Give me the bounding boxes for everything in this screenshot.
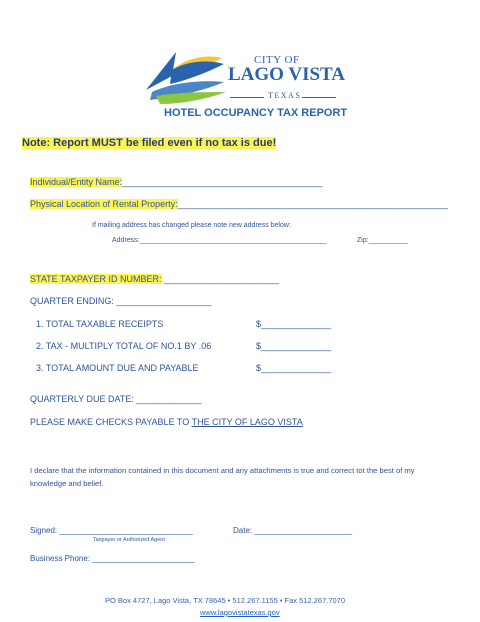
footer-address: PO Box 4727, Lago Vista, TX 78645 • 512.267.1155 • Fax 512.267.7070 <box>105 596 346 605</box>
quarter-ending-field[interactable]: QUARTER ENDING: ___________________ <box>30 296 212 306</box>
signed-field[interactable]: Signed: ______________________________ <box>30 526 193 535</box>
logo-line-3: TEXAS <box>268 91 302 100</box>
taxpayer-id-blank: _______________________ <box>161 274 280 284</box>
footer-website-link[interactable]: www.lagovistatexas.gov <box>200 608 280 617</box>
declaration-line-1: I declare that the information contained in this document and any attachments is true and correct tot the best of my <box>30 466 415 475</box>
item-1-label: 1. TOTAL TAXABLE RECEIPTS <box>36 319 164 329</box>
physical-location-blank: ______________________________________________________ <box>177 199 448 209</box>
page-title: HOTEL OCCUPANCY TAX REPORT <box>164 107 348 119</box>
quarterly-due-date[interactable]: QUARTERLY DUE DATE: _____________ <box>30 394 202 404</box>
item-1-amount[interactable]: $______________ <box>256 319 332 329</box>
zip-label: Zip: <box>357 237 369 244</box>
individual-field[interactable] <box>30 177 322 187</box>
logo-divider-right <box>302 97 336 98</box>
address-blank: ________________________________________________ <box>139 237 327 244</box>
declaration-line-2: knowledge and belief. <box>30 479 104 488</box>
logo-line-1: CITY OF <box>254 54 300 66</box>
taxpayer-id-field[interactable] <box>30 274 279 284</box>
logo-divider-left <box>230 97 264 98</box>
item-3-amount[interactable]: $______________ <box>256 363 332 373</box>
city-logo <box>142 50 346 106</box>
business-phone-field[interactable]: Business Phone: _______________________ <box>30 554 195 563</box>
filing-note: Note: Report MUST be filed even if no tax is due! <box>22 137 277 149</box>
item-2-amount[interactable]: $______________ <box>256 341 332 351</box>
checks-prefix: PLEASE MAKE CHECKS PAYABLE TO <box>30 417 192 427</box>
zip-field[interactable] <box>357 237 408 244</box>
individual-blank: ________________________________________ <box>122 177 323 187</box>
signed-caption: Taxpayer or Authorized Agent <box>93 537 165 543</box>
physical-location-label: Physical Location of Rental Property: <box>30 199 178 209</box>
date-field[interactable]: Date: ______________________ <box>233 526 353 535</box>
checks-payable-line <box>30 417 303 427</box>
individual-label: Individual/Entity Name: <box>30 177 123 187</box>
item-3-label: 3. TOTAL AMOUNT DUE AND PAYABLE <box>36 363 199 373</box>
item-2-label: 2. TAX - MULTIPLY TOTAL OF NO.1 BY .06 <box>36 341 212 351</box>
taxpayer-id-label: STATE TAXPAYER ID NUMBER: <box>30 274 162 284</box>
address-label: Address: <box>112 237 140 244</box>
logo-line-2: LAGO VISTA <box>228 64 346 85</box>
logo-mark-icon <box>142 50 242 106</box>
physical-location-field[interactable] <box>30 199 448 209</box>
zip-blank: __________ <box>368 237 408 244</box>
mailing-note: If mailing address has changed please note new address below: <box>92 222 291 229</box>
checks-payee: THE CITY OF LAGO VISTA <box>191 417 303 427</box>
address-field[interactable] <box>112 237 327 244</box>
